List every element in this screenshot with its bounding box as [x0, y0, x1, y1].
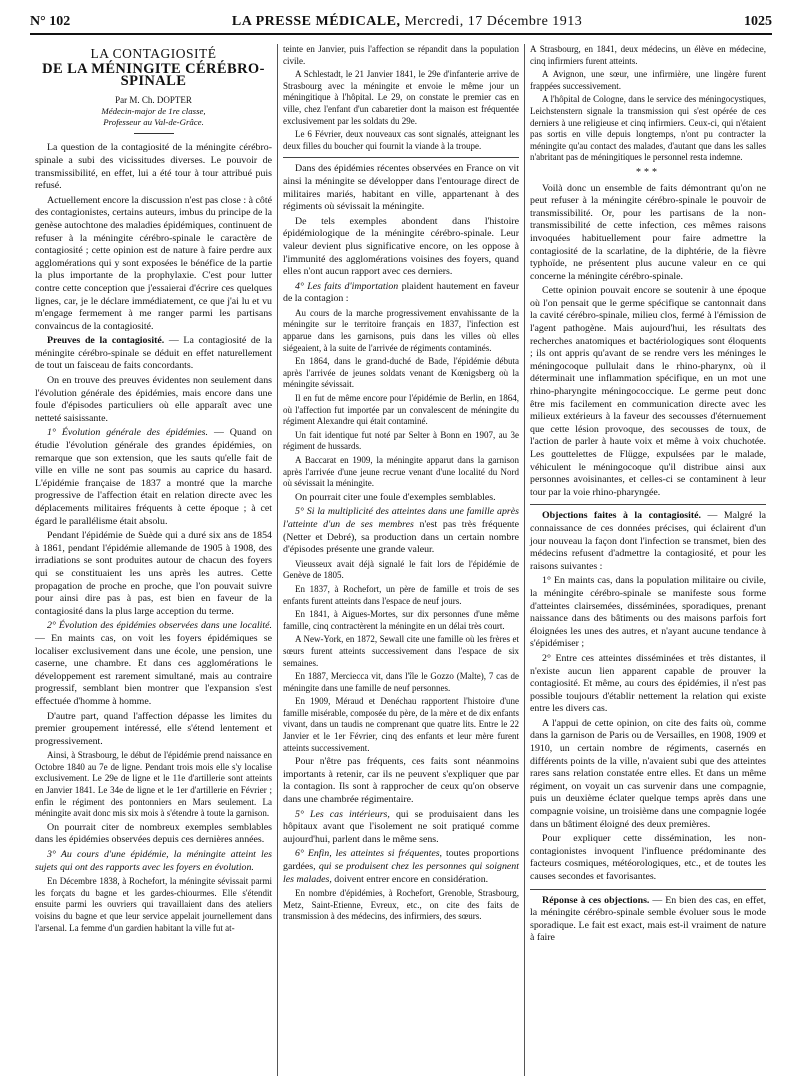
paragraph-small: A l'hôpital de Cologne, dans le service des méningocystiques, Leichstenstern signale la transmission qui s'est opérée de ces derniers à une religieuse et cinq infirmiers. Ceux-ci, qui n'étaient pas sortis en ville depuis longtemps, n'ont pu contracter la méningite qu'au contact des malades, d'autant que dans les salles n'abritant pas de méningitiques le personnel resta indemne.: [530, 94, 766, 163]
author-affiliation-1: Médecin-major de 1re classe,: [101, 106, 206, 117]
column-3: [524, 44, 771, 1076]
subheading: 3° Au cours d'une épidémie, la méningite atteint les sujets qui ont des rapports avec les foyers en évolution.: [35, 849, 272, 873]
paragraph-small: En 1864, dans le grand-duché de Bade, l'épidémie débuta après l'arrivée de jeunes soldats venant de Kœnigsberg où la méningite sévissait.: [283, 356, 519, 390]
journal-masthead: [232, 14, 582, 30]
paragraph-small: En 1887, Merciecca vit, dans l'île le Gozzo (Malte), 7 cas de méningite dans une famille de neuf personnes.: [283, 671, 519, 693]
paragraph-text: doivent entrer encore en considération.: [334, 873, 489, 885]
article-title-line-1: LA CONTAGIOSITÉ: [90, 46, 217, 61]
article-title-line-2: DE LA MÉNINGITE CÉRÉBRO-SPINALE: [42, 60, 265, 90]
paragraph: [35, 620, 272, 708]
paragraph: [283, 281, 519, 306]
article-byline: Par M. Ch. DOPTER: [115, 94, 192, 105]
paragraph-small: A New-York, en 1872, Sewall cite une famille où les frères et sœurs furent atteints successivement dans l'espace de six semaines.: [283, 634, 519, 668]
issue-number: N° 102: [30, 14, 71, 29]
journal-name: LA PRESSE MÉDICALE,: [231, 14, 401, 29]
section-text: — Malgré la connaissance de ces données précises, qui éclairent d'un jour nouveau la façon dont l'infection se transmet, bien des médecins refusent d'admettre la contagiosité, et pour les raisons suivantes :: [530, 510, 766, 572]
paragraph-small: En 1841, à Aigues-Mortes, sur dix personnes d'une même famille, cinq contractèrent la méningite en un délai très court.: [283, 609, 519, 631]
column-1: [30, 44, 277, 1076]
paragraph-small: Au cours de la marche progressivement envahissante de la méningite sur le territoire français en 1837, l'infection est apparue dans les garnisons, puis dans les villes où elles siégeaient, à la suite de l'arrivée de régiments contaminés.: [283, 307, 519, 353]
paragraph-text: qui se produisaient dans les hôpitaux avant que l'isolement ne soit pratiqué comme aujourd'hui, parlent dans le même sens.: [283, 808, 519, 845]
paragraph: [283, 848, 519, 886]
section-text: — La contagiosité de la méningite cérébro-spinale se déduit en effet naturellement de tout un faisceau de faits concordants.: [35, 335, 273, 372]
paragraph: 1° En maints cas, dans la population militaire ou civile, la méningite cérébro-spinale se manifeste sous forme d'atteintes clairsemées, disséminées, sporadiques, prenant naissance dans des bâtiments ou des maisons parfois fort éloignées les unes des autres, et n'ayant aucune tendance à s'épidémiser ;: [530, 575, 766, 650]
paragraph: [530, 895, 766, 945]
paragraph-text: n'est pas très fréquente (Netter et Debré), sa production dans un certain nombre d'épisodes présente une grande valeur.: [283, 518, 520, 556]
paragraph-small: Vieusseux avait déjà signalé le fait lors de l'épidémie de Genève de 1805.: [283, 558, 519, 581]
paragraph-small: A Avignon, une sœur, une infirmière, une lingère furent frappées successivement.: [530, 69, 766, 91]
article-columns: [30, 44, 772, 1076]
paragraph-small: En Décembre 1838, à Rochefort, la méningite sévissait parmi les forçats du bagne et les gardes-chiourmes. Elle s'étendit ensuite parmi les ouvriers qui travaillaient dans des ateliers voisins du bagne et que leur service appelait journellement dans l'arsenal. La femme d'un gardien habitant la ville fut at-: [35, 876, 272, 933]
subheading: 6° Enfin, les atteintes si fréquentes,: [295, 848, 443, 860]
paragraph: La question de la contagiosité de la méningite cérébro-spinale a subi des vicissitudes diverses. Le pouvoir de transmissibilité, en effet, lui a été tour à tour attribué puis refusé.: [35, 142, 272, 192]
paragraph: Actuellement encore la discussion n'est pas close : à côté des contagionistes, certains auteurs, imbus du principe de la genèse autochtone des maladies épidémiques, continuent de refuser à la méningite cérébro-spinale le caractère de contagiosité ; cette opinion est de nature à faire perdre aux agglomérations qui y sont exposées le bénéfice de la partie la plus importante de la prophylaxie. C'est pour lutter contre cette conception que j'essaierai d'écrire ces quelques lignes, car, je le déclare immédiatement, ce que j'ai lu et vu m'engage fermement à me ranger parmi les partisans convaincus de la contagiosité.: [35, 194, 272, 332]
paragraph-small: En 1909, Méraud et Denéchau rapportent l'histoire d'une famille misérable, composée du père, de la mère et de dix enfants vivant, dans un taudis ne comprenant que quatre lits. Entre le 22 Janvier et le 1er Février, cinq des enfants et leur mère furent atteints successivement.: [283, 696, 519, 753]
subheading: 1° Évolution générale des épidémies.: [47, 427, 208, 439]
paragraph-text: — En maints cas, on voit les foyers épidémiques se localiser exclusivement dans une école, une pension, une caserne, une chambre. Et dans ces agglomérations le développement est rarement simultané, mais au contraire progressif, semblant bien montrer que l'expansion s'est effectuée d'homme à homme.: [35, 632, 272, 707]
paragraph: Pour expliquer cette dissémination, les non-contagionistes invoquent l'influence prédominante des facteurs cosmiques, météorologiques, etc., et de toutes les causes secondes et favorisantes.: [530, 833, 766, 882]
paragraph-text: — Quand on étudie l'évolution générale des grandes épidémies, on remarque que son extension, que les sauts qu'elle fait de ville en ville ne sont pas soumis au caprice du hasard. L'épidémie française de 1837 a montré que la marche progressive de l'affection était en relation directe avec les déplacements militaires fréquents à cette époque ; à cet égard le parallélisme était absolu.: [35, 427, 273, 527]
paragraph: [530, 510, 766, 573]
divider: [283, 157, 519, 158]
paragraph: Cette opinion pouvait encore se soutenir à une époque où l'on pensait que le germe spécifique se cantonnait dans la cavité cérébro-spinale, milieu clos, fermé à l'émission de l'agent pathogène. Mais aujourd'hui, les résultats des recherches anatomiques et bactériologiques sont éloquents ; ils ont appris qu'avant de se rendre vers les méninges le méningocoque pullulait dans le rhino-pharynx, où il déterminait une inflammation spécifique, en un mot une rhino-pharyngite méningococcique. Le germe peut donc être mis facilement en communication directe avec les milieux extérieurs à la faveur des secousses d'éternuement que cette lésion provoque, des secousses de toux, de l'action de parler à haute voix et même à voix chuchotée. Les gouttelettes de Flügge, expulsées par le malade, véhiculent le méningocoque qu'il distribue ainsi aux personnes avoisinantes, et celles-ci se contaminent à leur tour par la voie rhino-pharyngée.: [530, 285, 766, 498]
running-head: [30, 14, 772, 35]
section-heading: Objections faites à la contagiosité.: [542, 510, 701, 522]
paragraph: On pourrait citer une foule d'exemples semblables.: [295, 491, 496, 503]
section-text: — En bien des cas, en effet, la méningite cérébro-spinale semble évoluer sous le mode sporadique. Le fait est exact, mais est-il vraiment de nature à faire: [530, 894, 766, 944]
article-title-block: [35, 48, 272, 134]
paragraph-small: A Schlestadt, le 21 Janvier 1841, le 29e d'infanterie arrive de Strasbourg avec la méningite et envoie le même jour un méningitique à l'hôpital. Le 29, on constate le premier cas en ville, chez l'enfant d'un cabaretier dont la maison est fréquentée exclusivement par les soldats du 29e.: [283, 69, 519, 126]
paragraph: [283, 809, 519, 847]
column-2: [277, 44, 524, 1076]
section-heading: Preuves de la contagiosité.: [47, 335, 165, 347]
paragraph: [283, 506, 519, 556]
author-affiliation-2: Professeur au Val-de-Grâce.: [103, 117, 204, 128]
subheading: 4° Les faits d'importation: [295, 280, 399, 292]
paragraph: [35, 335, 272, 373]
paragraph-text: toutes proportions gardées,: [283, 848, 520, 872]
divider: [530, 889, 766, 890]
paragraph-small: Un fait identique fut noté par Selter à Bonn en 1907, au 3e régiment de hussards.: [283, 429, 519, 452]
subheading: 2° Évolution des épidémies observées dans une localité.: [47, 620, 272, 632]
paragraph: Voilà donc un ensemble de faits démontrant qu'on ne peut refuser à la méningite cérébro-spinale le pouvoir de transmissibilité. Or, pour les partisans de la non-transmissibilité de cette infection, ces mêmes raisons invoquées habituellement pour faire admettre la contagiosité de la scarlatine, de la diphtérie, de la fièvre typhoïde, ne présentent plus aucune valeur en ce qui concerne la méningite cérébro-spinale.: [530, 182, 766, 282]
title-rule: [134, 133, 174, 134]
paragraph-small: Ainsi, à Strasbourg, le début de l'épidémie prend naissance en Octobre 1840 au 7e de ligne. Pendant trois mois elle s'y localise exclusivement. Le 29e de ligne et le 11e d'artillerie sont atteints en Janvier 1841. Le 34e de ligne et le 1er d'artillerie en Février ; enfin le régiment des pontonniers en Mars seulement. La méningite avait donc mis six mois à s'étendre à toute la garnison.: [35, 750, 272, 819]
paragraph-small: En nombre d'épidémies, à Rochefort, Grenoble, Strasbourg, Metz, Saint-Etienne, Evreux, etc., on cite des faits de transmission à des médecins, des infirmiers, des sœurs.: [283, 888, 519, 922]
paragraph: Dans des épidémies récentes observées en France on vit ainsi la méningite se développer dans l'entourage direct de militaires mariés, habitant en ville, appartenant à des régiments où sévissait la méningite.: [283, 163, 519, 213]
paragraph-text: plaident hautement en faveur de la contagion :: [283, 280, 519, 305]
page-number: 1025: [743, 14, 772, 29]
paragraph: De tels exemples abondent dans l'histoire épidémiologique de la méningite cérébro-spinale. Leur valeur devient plus significative encore, on les oppose à l'immunité des agglomérations voisines des foyers, quand elles n'ont aucun rapport avec ces derniers.: [283, 215, 519, 278]
paragraph-small: Le 6 Février, deux nouveaux cas sont signalés, atteignant les deux filles du boucher qui fournit la viande à la troupe.: [283, 129, 519, 151]
paragraph: Pendant l'épidémie de Suède qui a duré six ans de 1854 à 1861, pendant l'épidémie allemande de 1905 à 1908, des irradiations se sont produites autour de chacun des foyers qui se constituaient les uns après les autres. Cette propagation de proche en proche, que l'on pouvait suivre pour ainsi dire pas à pas, est bien en faveur de la contagiosité dans la plus large acception du terme.: [35, 530, 272, 617]
paragraph-small: teinte en Janvier, puis l'affection se répandit dans la population civile.: [283, 44, 519, 66]
subheading: 5° Les cas intérieurs,: [295, 808, 390, 820]
journal-page: [30, 14, 772, 1076]
paragraph-small: A Strasbourg, en 1841, deux médecins, un élève en médecine, cinq infirmiers furent atteints.: [530, 44, 766, 66]
subheading: 5° Si la multiplicité des atteintes dans une famille après l'atteinte d'un de ses membres: [283, 506, 519, 530]
paragraph-small: A Baccarat en 1909, la méningite apparut dans la garnison après l'arrivée d'une jeune recrue venant d'une localité du Nord où sévissait la méningite.: [283, 455, 519, 489]
issue-date: Mercredi, 17 Décembre 1913: [404, 14, 583, 29]
section-asterism: ***: [636, 166, 660, 178]
paragraph: Pour n'être pas fréquents, ces faits sont néanmoins importants à retenir, car ils ne peuvent s'expliquer que par la contagion. Ils sont à rapprocher de ceux qu'on observe dans une chambrée régimentaire.: [283, 756, 519, 806]
paragraph-small: Il en fut de même encore pour l'épidémie de Berlin, en 1864, où l'affection fut importée par un convalescent de méningite du régiment Alexandre qui était contaminé.: [283, 393, 519, 427]
paragraph: On en trouve des preuves évidentes non seulement dans l'évolution générale des épidémies, mais encore dans une foule d'épisodes particuliers où elle apparaît avec une netteté saisissante.: [35, 375, 272, 424]
section-heading: Réponse à ces objections.: [542, 894, 650, 906]
subheading: qui se produisent chez les personnes qui soignent les malades,: [283, 861, 519, 885]
paragraph: 2° Entre ces atteintes disséminées et très distantes, il n'existe aucun lien apparent capable de prouver la contagiosité. Et même, au cours des épidémies, il n'est pas possible toujours d'établir nettement la relation qui existe entre les divers cas.: [530, 652, 766, 715]
paragraph: A l'appui de cette opinion, on cite des faits où, comme dans la garnison de Paris ou de Versailles, en 1908, 1909 et 1910, un certain nombre de régiments, casernés en différents points de la ville, n'avaient subi que des atteintes rares sans relation constatée entre elles. Et dans un même régiment, on voyait un cas survenir dans une compagnie, puis un deuxième éclater quelque temps après dans une compagnie voisine, un troisième dans une compagnie logée dans un bâtiment éloigné des deux premières.: [530, 717, 766, 830]
paragraph: On pourrait citer de nombreux exemples semblables dans les épidémies observées depuis ces dernières années.: [35, 821, 272, 846]
paragraph-small: En 1837, à Rochefort, un père de famille et trois de ses enfants furent atteints dans l'espace de neuf jours.: [283, 583, 519, 606]
paragraph: [35, 427, 272, 528]
divider: [530, 504, 766, 505]
paragraph: D'autre part, quand l'affection dépasse les limites du premier groupement intéressé, elle s'étend lentement et progressivement.: [35, 710, 272, 747]
